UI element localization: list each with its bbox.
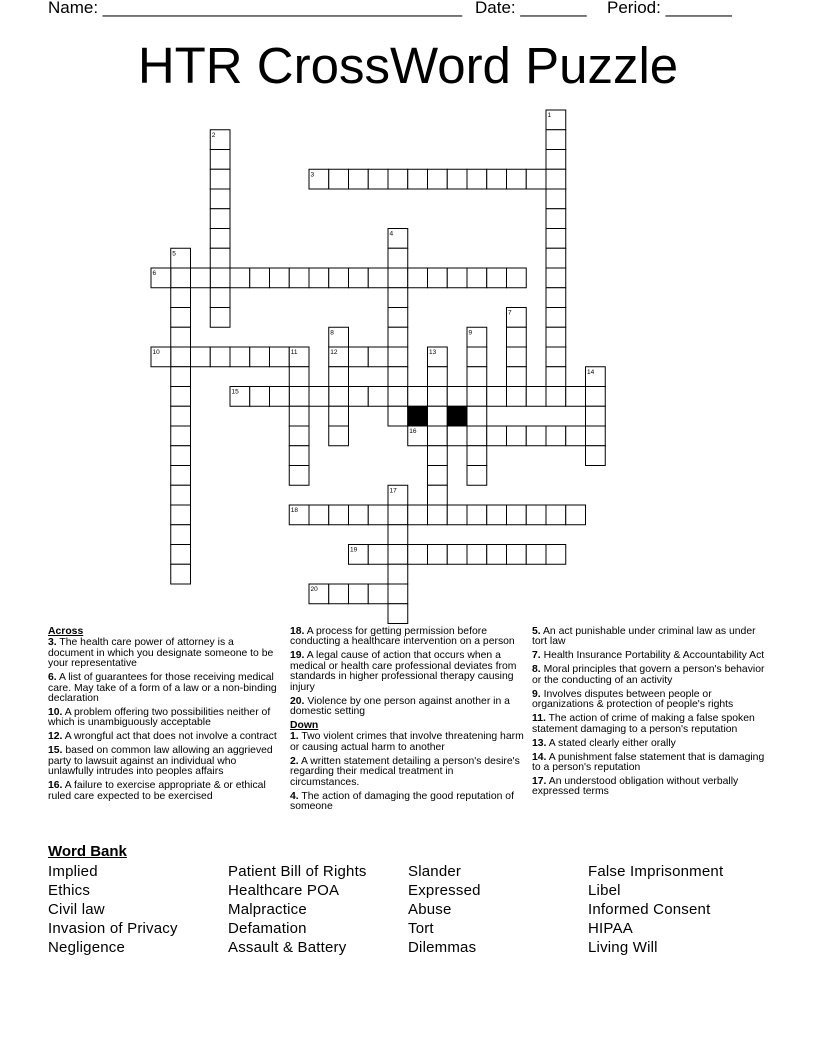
clue-number-label: 18 <box>290 507 298 514</box>
black-square <box>408 406 428 426</box>
grid-cell[interactable] <box>270 347 290 367</box>
grid-cell[interactable] <box>428 446 448 466</box>
grid-cell[interactable] <box>230 347 250 367</box>
grid-cell[interactable] <box>171 426 191 446</box>
clue-across-6: 6. A list of guarantees for those receiving medical care. May take of a form of a law or a non-binding declaration <box>48 672 277 705</box>
clue-across-19: 19. A legal cause of action that occurs when a medical or health care professional deviates from standards in higher professional therapy causing injury <box>290 650 517 693</box>
grid-cell[interactable] <box>507 268 527 288</box>
grid-cell[interactable] <box>270 268 290 288</box>
clue-down-7: 7. Health Insurance Portability & Accountability Act <box>532 650 765 662</box>
grid-cell[interactable] <box>388 268 408 288</box>
clue-down-9: 9. Involves disputes between people or organizations & protection of people's rights <box>532 688 734 711</box>
word-bank-item: Civil law <box>48 901 105 918</box>
period-field[interactable]: Period: _______ <box>607 0 732 17</box>
grid-cell[interactable] <box>289 367 309 387</box>
grid-cell[interactable] <box>546 150 566 170</box>
grid-cell[interactable] <box>210 288 230 308</box>
clue-down-2: 2. A written statement detailing a person's desire's regarding their medical treatment in circumstances. <box>290 755 520 788</box>
grid-cell[interactable] <box>586 406 606 426</box>
grid-cell[interactable] <box>507 387 527 407</box>
clue-across-12: 12. A wrongful act that does not involve a contract <box>48 731 277 743</box>
grid-cell[interactable] <box>428 406 448 426</box>
grid-cell[interactable] <box>171 466 191 486</box>
grid-cell[interactable] <box>171 288 191 308</box>
grid-cell[interactable] <box>566 426 586 446</box>
grid-cell[interactable] <box>329 505 349 525</box>
grid-cell[interactable] <box>349 347 369 367</box>
grid-cell[interactable] <box>507 367 527 387</box>
clue-number-label: 17 <box>389 487 397 495</box>
grid-cell[interactable] <box>447 505 467 525</box>
clue-number-label: 9 <box>468 329 473 337</box>
word-bank-item: Defamation <box>228 920 307 937</box>
clues-column-1 <box>48 627 280 806</box>
grid-cell[interactable] <box>467 446 487 466</box>
word-bank-item: Abuse <box>408 901 452 918</box>
grid-cell[interactable] <box>388 505 408 525</box>
grid-cell[interactable] <box>171 367 191 387</box>
name-field[interactable]: Name: ______________________________________ <box>48 0 463 17</box>
grid-cell[interactable] <box>368 169 388 189</box>
clue-number-label: 20 <box>310 586 318 593</box>
clue-number-label: 5 <box>172 250 176 258</box>
grid-cell[interactable] <box>210 209 230 229</box>
clue-number-label: 10 <box>152 349 160 356</box>
clue-across-18: 18. A process for getting permission before conducting a healthcare intervention on a person <box>290 626 515 648</box>
grid-cell[interactable] <box>428 505 448 525</box>
grid-cell[interactable] <box>586 446 606 466</box>
grid-cell[interactable] <box>507 426 527 446</box>
grid-cell[interactable] <box>388 288 408 308</box>
grid-cell[interactable] <box>171 564 191 584</box>
clue-number-label: 4 <box>389 230 394 238</box>
grid-cell[interactable] <box>428 426 448 446</box>
grid-cell[interactable] <box>368 387 388 407</box>
clue-down-1: 1. Two violent crimes that involve threatening harm or causing actual harm to another <box>290 731 524 753</box>
grid-cell[interactable] <box>329 268 349 288</box>
grid-cell[interactable] <box>349 268 369 288</box>
grid-cell[interactable] <box>270 387 290 407</box>
grid-cell[interactable] <box>210 248 230 268</box>
word-bank-item: Negligence <box>48 939 126 956</box>
clue-down-8: 8. Moral principles that govern a person's behavior or the conducting of an activity <box>532 664 765 686</box>
grid-cell[interactable] <box>487 505 507 525</box>
grid-cell[interactable] <box>467 406 487 426</box>
grid-cell[interactable] <box>329 367 349 387</box>
grid-cell[interactable] <box>349 387 369 407</box>
clue-number-label: 8 <box>330 329 334 337</box>
grid-cell[interactable] <box>368 505 388 525</box>
grid-cell[interactable] <box>349 505 369 525</box>
grid-cell[interactable] <box>171 308 191 328</box>
word-bank-item: Slander <box>408 863 462 880</box>
clues-column-2 <box>290 627 524 816</box>
grid-cell[interactable] <box>467 268 487 288</box>
grid-cell[interactable] <box>467 505 487 525</box>
clue-number-label: 3 <box>310 171 315 179</box>
grid-cell[interactable] <box>191 268 211 288</box>
clue-number-label: 2 <box>211 131 216 139</box>
word-bank-item: Living Will <box>588 939 658 956</box>
grid-cell[interactable] <box>210 268 230 288</box>
grid-cell[interactable] <box>388 387 408 407</box>
grid-cell[interactable] <box>368 584 388 604</box>
grid-cell[interactable] <box>546 189 566 209</box>
word-bank-item: Tort <box>408 920 434 937</box>
grid-cell[interactable] <box>171 327 191 347</box>
clue-across-16: 16. A failure to exercise appropriate & or ethical ruled care expected to be exercised <box>48 780 266 802</box>
word-bank-item: Expressed <box>408 882 481 899</box>
word-bank-item: Patient Bill of Rights <box>228 863 367 880</box>
grid-cell[interactable] <box>289 387 309 407</box>
grid-cell[interactable] <box>191 347 211 367</box>
grid-cell[interactable] <box>447 387 467 407</box>
clue-number-label: 15 <box>231 388 239 396</box>
grid-cell[interactable] <box>309 268 329 288</box>
grid-cell[interactable] <box>428 169 448 189</box>
grid-cell[interactable] <box>566 387 586 407</box>
grid-cell[interactable] <box>526 169 546 189</box>
grid-cell[interactable] <box>546 229 566 249</box>
grid-cell[interactable] <box>388 564 408 584</box>
grid-cell[interactable] <box>586 426 606 446</box>
grid-cell[interactable] <box>546 308 566 328</box>
grid-cell[interactable] <box>388 584 408 604</box>
grid-cell[interactable] <box>507 169 527 189</box>
grid-cell[interactable] <box>329 584 349 604</box>
grid-cell[interactable] <box>428 387 448 407</box>
clue-number-label: 19 <box>350 546 358 554</box>
grid-cell[interactable] <box>289 268 309 288</box>
clue-number-label: 13 <box>429 349 437 356</box>
grid-cell[interactable] <box>428 545 448 565</box>
grid-cell[interactable] <box>210 150 230 170</box>
word-bank-item: Informed Consent <box>588 901 711 918</box>
clue-number-label: 7 <box>508 309 512 317</box>
grid-cell[interactable] <box>447 545 467 565</box>
grid-cell[interactable] <box>447 169 467 189</box>
word-bank-title: Word Bank <box>48 843 127 860</box>
grid-cell[interactable] <box>546 130 566 150</box>
down-heading: Down <box>290 720 319 732</box>
grid-cell[interactable] <box>428 485 448 505</box>
grid-cell[interactable] <box>586 387 606 407</box>
grid-cell[interactable] <box>526 426 546 446</box>
grid-cell[interactable] <box>507 347 527 367</box>
grid-cell[interactable] <box>388 367 408 387</box>
grid-cell[interactable] <box>171 545 191 565</box>
grid-cell[interactable] <box>487 169 507 189</box>
grid-cell[interactable] <box>309 505 329 525</box>
grid-cell[interactable] <box>507 505 527 525</box>
grid-cell[interactable] <box>408 268 428 288</box>
grid-cell[interactable] <box>388 327 408 347</box>
grid-cell[interactable] <box>408 545 428 565</box>
grid-cell[interactable] <box>546 367 566 387</box>
grid-cell[interactable] <box>210 308 230 328</box>
grid-cell[interactable] <box>408 505 428 525</box>
grid-cell[interactable] <box>526 545 546 565</box>
grid-cell[interactable] <box>507 327 527 347</box>
grid-cell[interactable] <box>546 426 566 446</box>
grid-cell[interactable] <box>467 367 487 387</box>
grid-cell[interactable] <box>467 545 487 565</box>
grid-cell[interactable] <box>546 347 566 367</box>
grid-cell[interactable] <box>368 545 388 565</box>
date-field[interactable]: Date: _______ <box>475 0 587 17</box>
grid-cell[interactable] <box>171 268 191 288</box>
grid-cell[interactable] <box>447 268 467 288</box>
grid-cell[interactable] <box>428 268 448 288</box>
grid-cell[interactable] <box>487 426 507 446</box>
clue-across-15: 15. based on common law allowing an aggrieved party to lawsuit against an individual who unlawfully intrudes into peoples affairs <box>48 745 273 778</box>
grid-cell[interactable] <box>329 387 349 407</box>
clue-number-label: 6 <box>152 270 157 277</box>
grid-cell[interactable] <box>171 525 191 545</box>
grid-cell[interactable] <box>349 584 369 604</box>
word-bank-item: False Imprisonment <box>588 863 724 880</box>
clues-column-3 <box>532 627 768 801</box>
word-bank-item: Assault & Battery <box>228 939 347 956</box>
grid-cell[interactable] <box>388 169 408 189</box>
grid-cell[interactable] <box>388 308 408 328</box>
word-bank-item: Malpractice <box>228 901 307 918</box>
grid-cell[interactable] <box>230 268 250 288</box>
grid-cell[interactable] <box>467 426 487 446</box>
clue-number-label: 14 <box>587 368 595 376</box>
grid-cell[interactable] <box>309 387 329 407</box>
grid-cell[interactable] <box>250 387 270 407</box>
grid-cell[interactable] <box>289 466 309 486</box>
grid-cell[interactable] <box>546 169 566 189</box>
grid-cell[interactable] <box>467 169 487 189</box>
grid-cell[interactable] <box>329 426 349 446</box>
grid-cell[interactable] <box>526 387 546 407</box>
grid-cell[interactable] <box>289 406 309 426</box>
grid-cell[interactable] <box>210 347 230 367</box>
grid-cell[interactable] <box>388 525 408 545</box>
grid-cell[interactable] <box>467 466 487 486</box>
clue-across-20: 20. Violence by one person against another in a domestic setting <box>290 695 510 718</box>
grid-cell[interactable] <box>388 248 408 268</box>
grid-cell[interactable] <box>428 367 448 387</box>
clue-number-label: 12 <box>330 349 338 356</box>
grid-cell[interactable] <box>546 387 566 407</box>
grid-cell[interactable] <box>546 327 566 347</box>
grid-cell[interactable] <box>388 406 408 426</box>
grid-cell[interactable] <box>388 545 408 565</box>
grid-cell[interactable] <box>289 446 309 466</box>
grid-cell[interactable] <box>546 288 566 308</box>
grid-cell[interactable] <box>388 604 408 624</box>
grid-cell[interactable] <box>526 505 546 525</box>
clue-across-3: 3. The health care power of attorney is a document in which you designate someone to be your representative <box>48 637 274 670</box>
word-bank-item: Ethics <box>48 882 91 899</box>
grid-cell[interactable] <box>329 169 349 189</box>
clue-down-13: 13. A stated clearly either orally <box>532 737 676 749</box>
grid-cell[interactable] <box>467 347 487 367</box>
grid-cell[interactable] <box>250 268 270 288</box>
grid-cell[interactable] <box>210 169 230 189</box>
clue-across-10: 10. A problem offering two possibilities neither of which is unambiguously acceptable <box>48 707 271 729</box>
grid-cell[interactable] <box>566 505 586 525</box>
clue-down-11: 11. The action of crime of making a false spoken statement damaging to a person's reputation <box>532 713 755 735</box>
grid-cell[interactable] <box>171 446 191 466</box>
grid-cell[interactable] <box>546 209 566 229</box>
grid-cell[interactable] <box>250 347 270 367</box>
grid-cell[interactable] <box>171 505 191 525</box>
grid-cell[interactable] <box>349 169 369 189</box>
grid-cell[interactable] <box>487 387 507 407</box>
grid-cell[interactable] <box>546 248 566 268</box>
grid-cell[interactable] <box>171 485 191 505</box>
grid-cell[interactable] <box>408 387 428 407</box>
grid-cell[interactable] <box>487 545 507 565</box>
grid-cell[interactable] <box>546 545 566 565</box>
grid-cell[interactable] <box>368 347 388 367</box>
grid-cell[interactable] <box>171 387 191 407</box>
grid-cell[interactable] <box>329 406 349 426</box>
grid-cell[interactable] <box>388 347 408 367</box>
word-bank-item: HIPAA <box>588 920 633 937</box>
word-bank-item: Invasion of Privacy <box>48 920 178 937</box>
grid-cell[interactable] <box>171 347 191 367</box>
grid-cell[interactable] <box>546 268 566 288</box>
grid-cell[interactable] <box>408 169 428 189</box>
grid-cell[interactable] <box>171 406 191 426</box>
grid-cell[interactable] <box>467 387 487 407</box>
puzzle-title: HTR CrossWord Puzzle <box>137 37 679 94</box>
across-heading: Across <box>48 626 84 637</box>
grid-cell[interactable] <box>487 268 507 288</box>
grid-cell[interactable] <box>368 268 388 288</box>
clue-down-14: 14. A punishment false statement that is damaging to a person's reputation <box>532 751 765 774</box>
grid-cell[interactable] <box>507 545 527 565</box>
black-square <box>447 406 467 426</box>
clue-number-label: 1 <box>547 112 552 119</box>
grid-cell[interactable] <box>210 189 230 209</box>
clue-down-4: 4. The action of damaging the good reputation of someone <box>290 790 514 813</box>
clue-number-label: 11 <box>290 349 298 356</box>
word-bank-item: Healthcare POA <box>228 882 340 899</box>
grid-cell[interactable] <box>210 229 230 249</box>
grid-cell[interactable] <box>546 505 566 525</box>
word-bank-item: Implied <box>48 863 98 880</box>
word-bank-item: Libel <box>588 882 621 899</box>
clue-down-17: 17. An understood obligation without verbally expressed terms <box>532 776 739 798</box>
clue-down-5: 5. An act punishable under criminal law as under tort law <box>532 626 756 648</box>
grid-cell[interactable] <box>428 466 448 486</box>
clue-number-label: 16 <box>409 428 417 435</box>
word-bank-item: Dilemmas <box>408 939 477 956</box>
grid-cell[interactable] <box>289 426 309 446</box>
grid-cell[interactable] <box>447 426 467 446</box>
